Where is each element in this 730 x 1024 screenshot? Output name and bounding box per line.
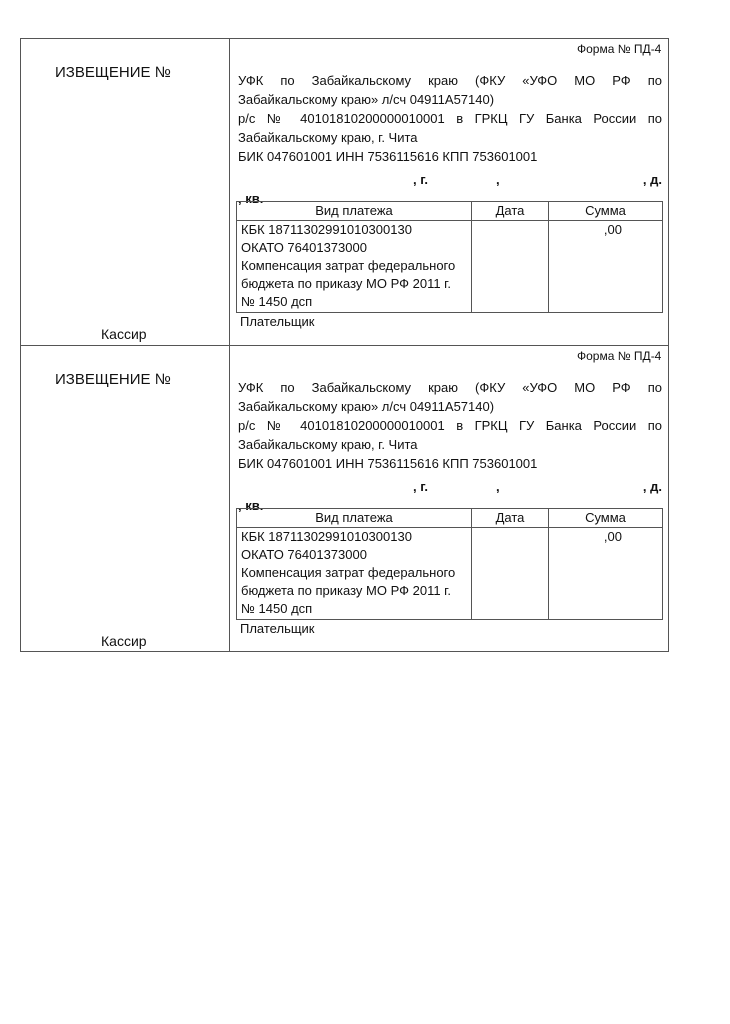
okato: ОКАТО 76401373000 — [241, 547, 367, 562]
payer-label: Плательщик — [240, 621, 315, 636]
notice-title: ИЗВЕЩЕНИЕ № — [55, 64, 171, 81]
payer-street: , — [496, 479, 500, 494]
payer-city: , г. — [413, 172, 428, 187]
recipient-line: Забайкальскому краю» л/сч 04911А57140) — [238, 92, 495, 107]
payment-table — [236, 201, 663, 313]
purpose-line: Компенсация затрат федерального — [241, 565, 456, 580]
header-payment-type: Вид платежа — [237, 509, 472, 528]
notice-section — [0, 38, 730, 344]
header-date: Дата — [472, 202, 549, 221]
recipient-line: р/с № 40101810200000010001 в ГРКЦ ГУ Банка России по — [238, 418, 662, 433]
header-payment-type: Вид платежа — [237, 202, 472, 221]
payment-date — [472, 528, 549, 620]
kbk: КБК 18711302991010300130 — [241, 529, 412, 544]
recipient-line: Забайкальскому краю, г. Чита — [238, 130, 418, 145]
recipient-details — [238, 71, 662, 166]
purpose-line: № 1450 дсп — [241, 601, 313, 616]
kbk: КБК 18711302991010300130 — [241, 222, 412, 237]
payer-label: Плательщик — [240, 314, 315, 329]
recipient-line: Забайкальскому краю, г. Чита — [238, 437, 418, 452]
okato: ОКАТО 76401373000 — [241, 240, 367, 255]
payment-amount: ,00 — [549, 528, 663, 620]
payment-purpose — [237, 221, 472, 313]
recipient-details — [238, 378, 662, 473]
header-amount: Сумма — [549, 202, 663, 221]
payer-street: , — [496, 172, 500, 187]
payer-house: , д. — [642, 479, 662, 494]
payment-table — [236, 508, 663, 620]
payment-purpose — [237, 528, 472, 620]
purpose-line: бюджета по приказу МО РФ 2011 г. — [241, 276, 451, 291]
recipient-line: БИК 047601001 ИНН 7536115616 КПП 753601001 — [238, 456, 538, 471]
payer-apartment: , кв. — [238, 498, 264, 513]
form-number: Форма № ПД-4 — [577, 349, 662, 363]
payment-date — [472, 221, 549, 313]
header-date: Дата — [472, 509, 549, 528]
recipient-line: УФК по Забайкальскому краю (ФКУ «УФО МО РФ по — [238, 380, 662, 395]
recipient-line: р/с № 40101810200000010001 в ГРКЦ ГУ Банка России по — [238, 111, 662, 126]
purpose-line: Компенсация затрат федерального — [241, 258, 456, 273]
payer-city: , г. — [413, 479, 428, 494]
payer-house: , д. — [642, 172, 662, 187]
notice-title: ИЗВЕЩЕНИЕ № — [55, 371, 171, 388]
cashier-label: Кассир — [101, 326, 147, 342]
recipient-line: БИК 047601001 ИНН 7536115616 КПП 753601001 — [238, 149, 538, 164]
notice-section — [0, 345, 730, 651]
header-amount: Сумма — [549, 509, 663, 528]
purpose-line: бюджета по приказу МО РФ 2011 г. — [241, 583, 451, 598]
purpose-line: № 1450 дсп — [241, 294, 313, 309]
cashier-label: Кассир — [101, 633, 147, 649]
recipient-line: Забайкальскому краю» л/сч 04911А57140) — [238, 399, 495, 414]
payment-amount: ,00 — [549, 221, 663, 313]
form-number: Форма № ПД-4 — [577, 42, 662, 56]
payer-apartment: , кв. — [238, 191, 264, 206]
recipient-line: УФК по Забайкальскому краю (ФКУ «УФО МО РФ по — [238, 73, 662, 88]
